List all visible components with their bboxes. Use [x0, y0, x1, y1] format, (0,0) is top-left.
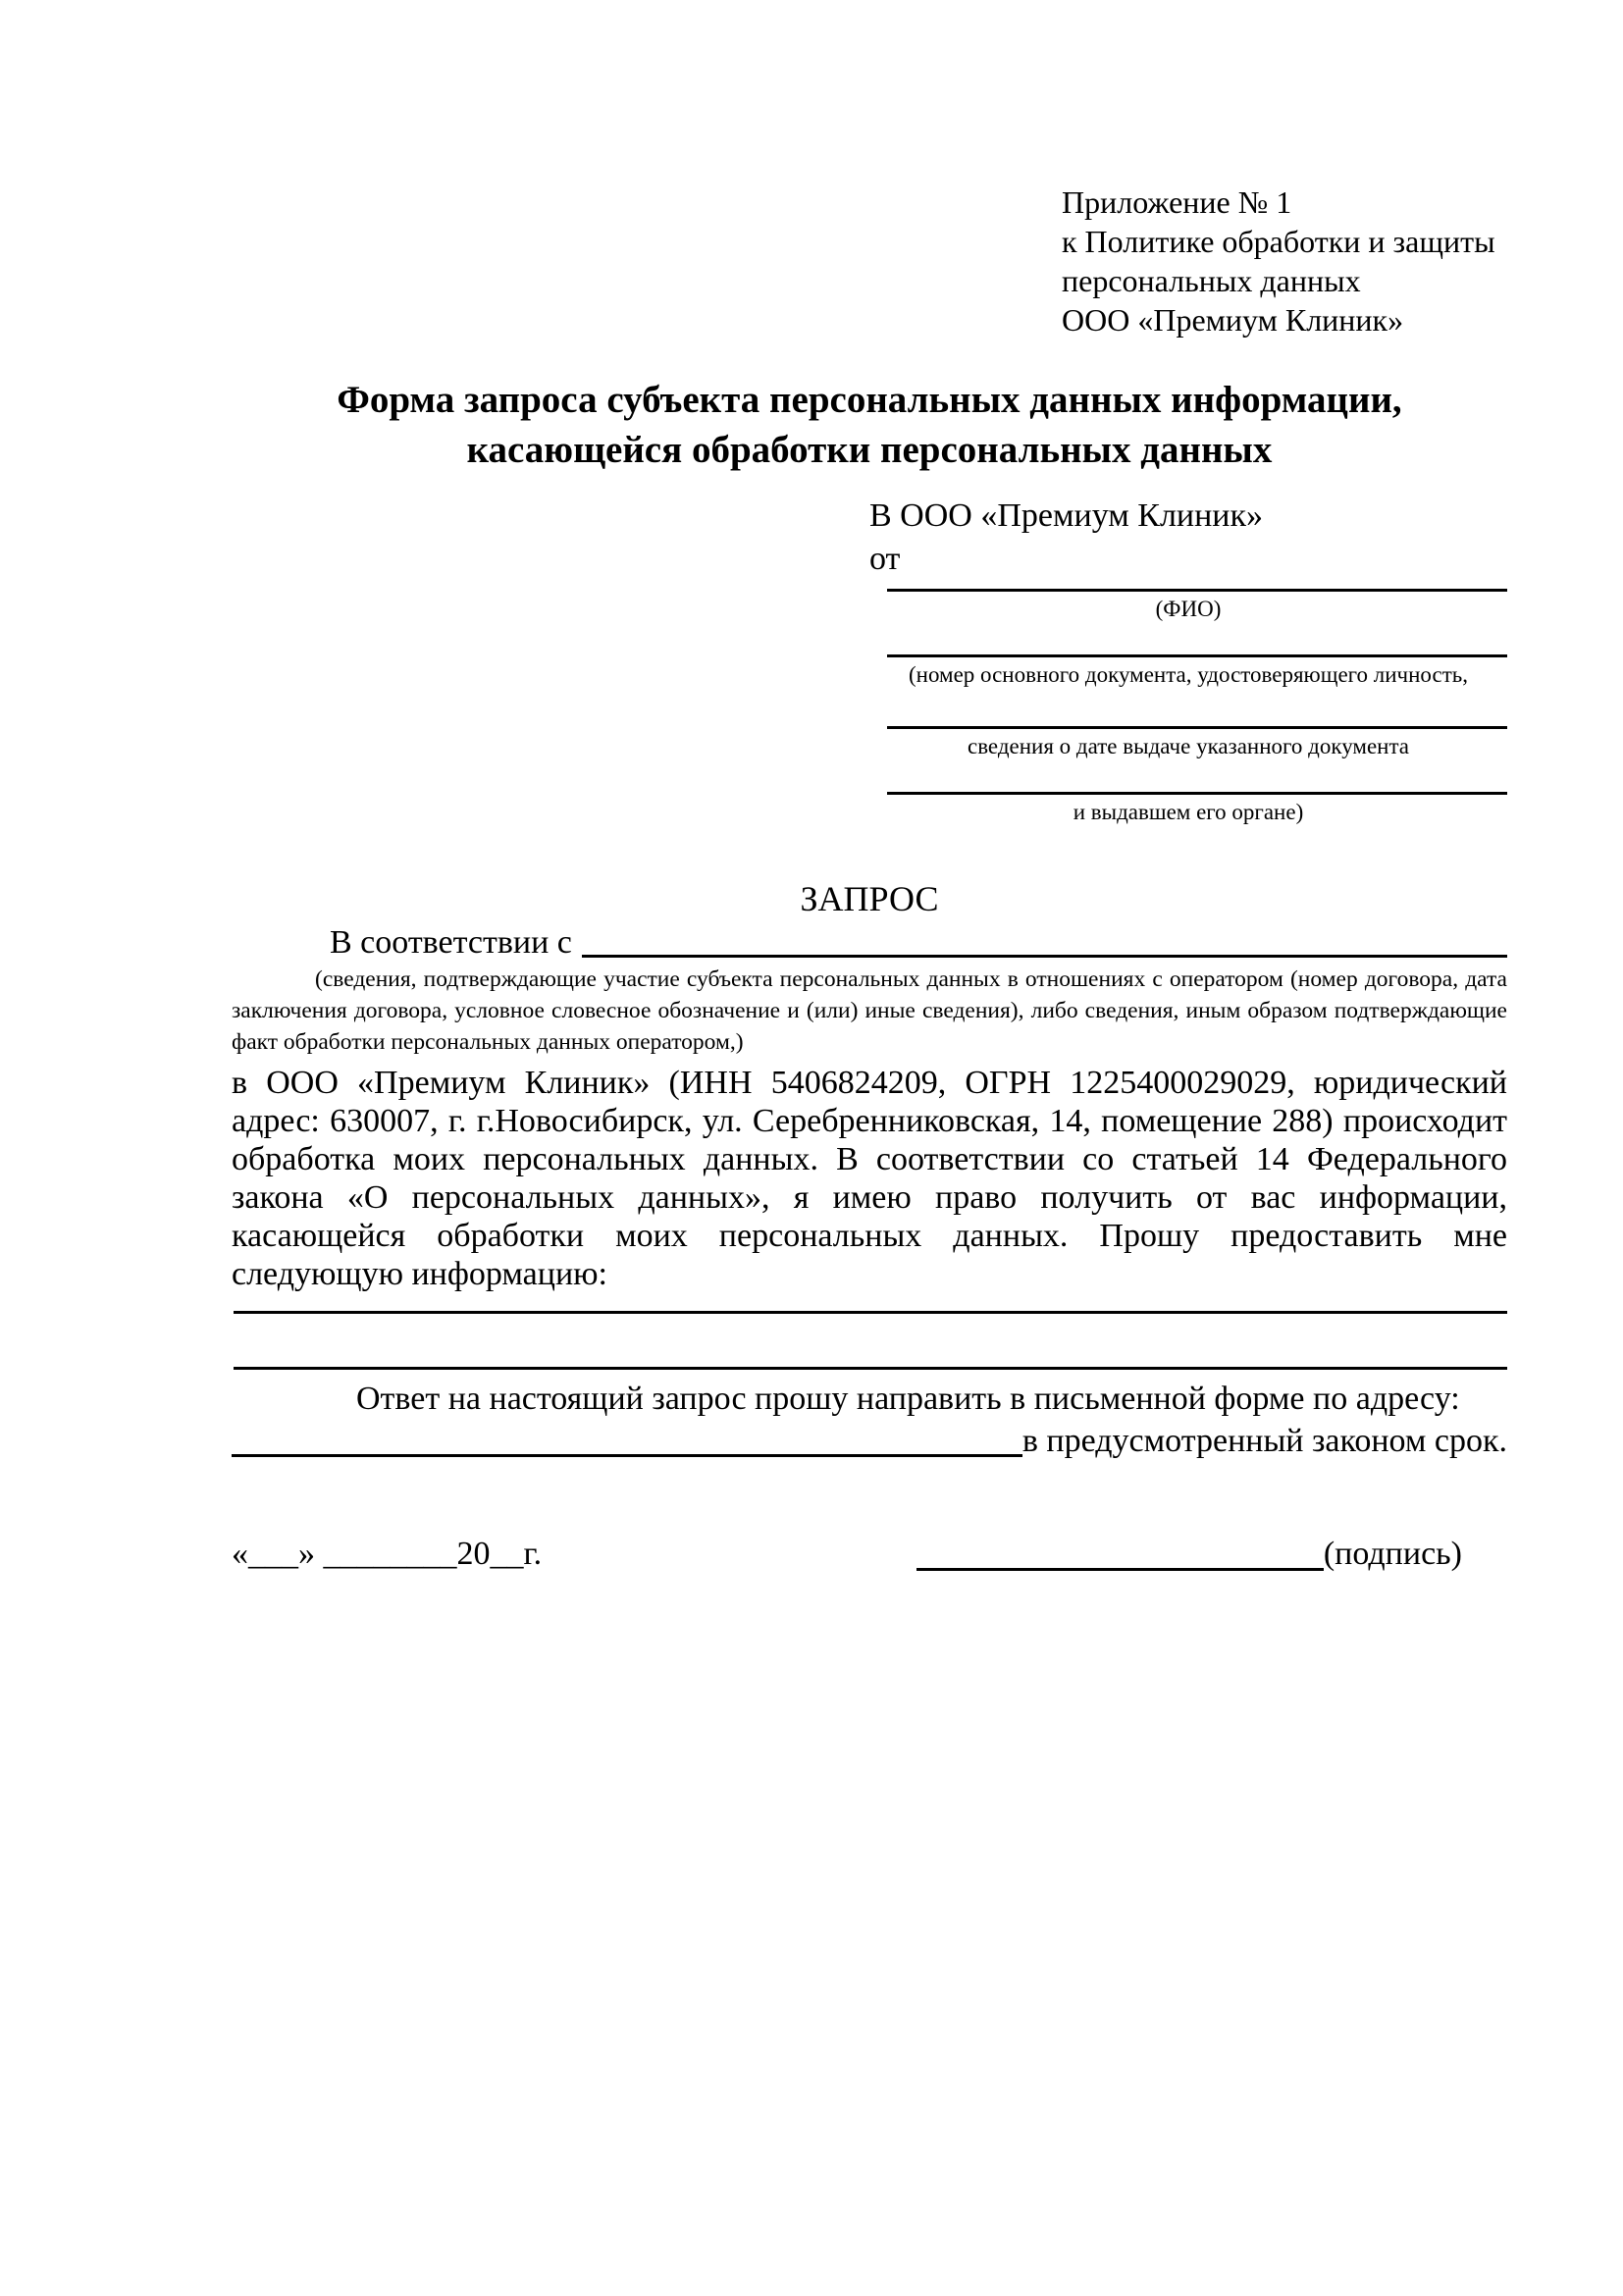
- accordance-blank-field[interactable]: [582, 955, 1507, 958]
- document-number-blank-field[interactable]: [887, 654, 1507, 657]
- explanatory-note: (сведения, подтверждающие участие субъекта персональных данных в отношениях с оператором (номер договора, дата заключения договора, условное словесное обозначение и (или) иные сведения), либо сведения, иным образом подтверждающие факт обработки персональных данных оператором,): [232, 966, 1507, 1055]
- page-title-line2: касающейся обработки персональных данных: [466, 429, 1273, 471]
- addressee-from-label: от: [869, 541, 901, 577]
- appendix-line: к Политике обработки и защиты: [1062, 224, 1495, 259]
- addressee-block: [869, 495, 1507, 826]
- issuing-authority-blank-field[interactable]: [887, 792, 1507, 795]
- reply-tail-text: в предусмотренный законом срок.: [1021, 1423, 1507, 1459]
- issue-date-blank-field[interactable]: [887, 726, 1507, 729]
- request-body-paragraph: в ООО «Премиум Клиник» (ИНН 5406824209, ОГРН 1225400029029, юридический адрес: 630007, г. г.Новосибирск, ул. Серебренниковская, 14, помещение 288) происходит обработка моих персональных данных. В соответствии со статьей 14 Федерального закона «О персональных данных», я имею право получить от вас информации, касающейся обработки моих персональных данных. Прошу предоставить мне следующую информацию:: [232, 1065, 1507, 1292]
- information-blank-field-2[interactable]: [234, 1314, 1507, 1370]
- fio-blank-field[interactable]: [887, 589, 1507, 592]
- appendix-line: Приложение № 1: [1062, 184, 1292, 220]
- appendix-block: [1062, 183, 1507, 339]
- page-title: [232, 375, 1507, 475]
- accordance-label: В соответствии с: [330, 924, 572, 961]
- document-number-caption: (номер основного документа, удостоверяющего личность,: [908, 662, 1468, 687]
- document-content: [232, 0, 1507, 1576]
- footer-row: [232, 1533, 1507, 1576]
- issue-date-caption: сведения о дате выдаче указанного документа: [967, 734, 1410, 758]
- signature-group: [916, 1533, 1462, 1576]
- addressee-organization: В ООО «Премиум Клиник»: [869, 497, 1264, 534]
- request-heading: ЗАПРОС: [800, 879, 939, 918]
- information-blank-field-1[interactable]: [234, 1293, 1507, 1314]
- fio-caption: (ФИО): [1155, 597, 1222, 621]
- accordance-row: [232, 924, 1507, 962]
- date-blank-field[interactable]: «___» ________20__г.: [232, 1536, 543, 1572]
- reply-address-row: [232, 1420, 1507, 1462]
- reply-address-blank-field[interactable]: [232, 1454, 1022, 1457]
- appendix-line: ООО «Премиум Клиник»: [1062, 302, 1404, 338]
- reply-paragraph: Ответ на настоящий запрос прошу направить в письменной форме по адресу:: [356, 1381, 1460, 1417]
- page-title-line1: Форма запроса субъекта персональных данных информации,: [337, 379, 1402, 421]
- issuing-authority-caption: и выдавшем его органе): [1073, 800, 1304, 824]
- appendix-line: персональных данных: [1062, 263, 1361, 298]
- signature-blank-field[interactable]: [916, 1568, 1324, 1571]
- signature-caption: (подпись): [1323, 1536, 1462, 1572]
